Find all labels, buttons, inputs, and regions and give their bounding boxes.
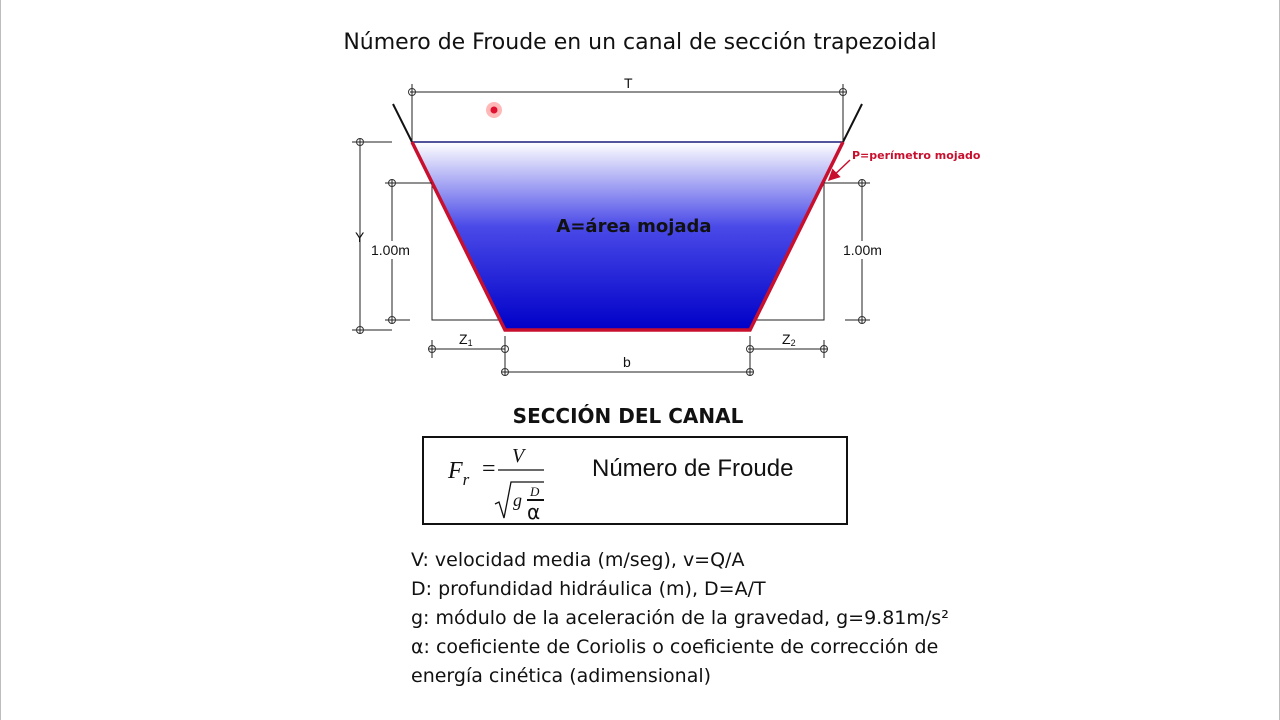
formula-lhs: $F_r$ bbox=[448, 458, 470, 489]
perimeter-label: P=perímetro mojado bbox=[852, 149, 981, 162]
dim-z2-label: Z2 bbox=[782, 331, 796, 348]
formula-name: Número de Froude bbox=[592, 455, 794, 482]
definition-coriolis-cont: energía cinética (adimensional) bbox=[411, 665, 712, 687]
formula-alpha: α bbox=[527, 500, 541, 524]
formula-g: g bbox=[513, 490, 522, 510]
left-wall-extension bbox=[393, 104, 412, 142]
dim-z1-label: Z1 bbox=[459, 331, 473, 348]
formula-numerator: V bbox=[512, 445, 525, 467]
formula-equals: = bbox=[482, 456, 496, 482]
cursor-dot-core bbox=[491, 107, 498, 114]
definitions-list bbox=[411, 546, 971, 691]
definition-coriolis: α: coeficiente de Coriolis o coeficiente de corrección de bbox=[411, 636, 939, 658]
definition-velocity: V: velocidad media (m/seg), v=Q/A bbox=[411, 549, 745, 571]
section-label: SECCIÓN DEL CANAL bbox=[512, 404, 744, 428]
definition-gravity: g: módulo de la aceleración de la gravedad, g=9.81m/s² bbox=[411, 607, 949, 629]
page-title: Número de Froude en un canal de sección trapezoidal bbox=[343, 30, 937, 55]
right-wall-extension bbox=[843, 104, 862, 142]
froude-formula bbox=[440, 440, 580, 524]
dim-T-label: T bbox=[624, 75, 633, 91]
dim-Y-label: Y bbox=[355, 229, 365, 245]
formula-D: D bbox=[530, 484, 540, 499]
dim-left-height-label: 1.00m bbox=[371, 242, 410, 258]
dim-right-height-label: 1.00m bbox=[843, 242, 882, 258]
dim-b-label: b bbox=[623, 354, 631, 370]
definition-hydraulic-depth: D: profundidad hidráulica (m), D=A/T bbox=[411, 578, 766, 600]
area-label: A=área mojada bbox=[556, 216, 712, 237]
